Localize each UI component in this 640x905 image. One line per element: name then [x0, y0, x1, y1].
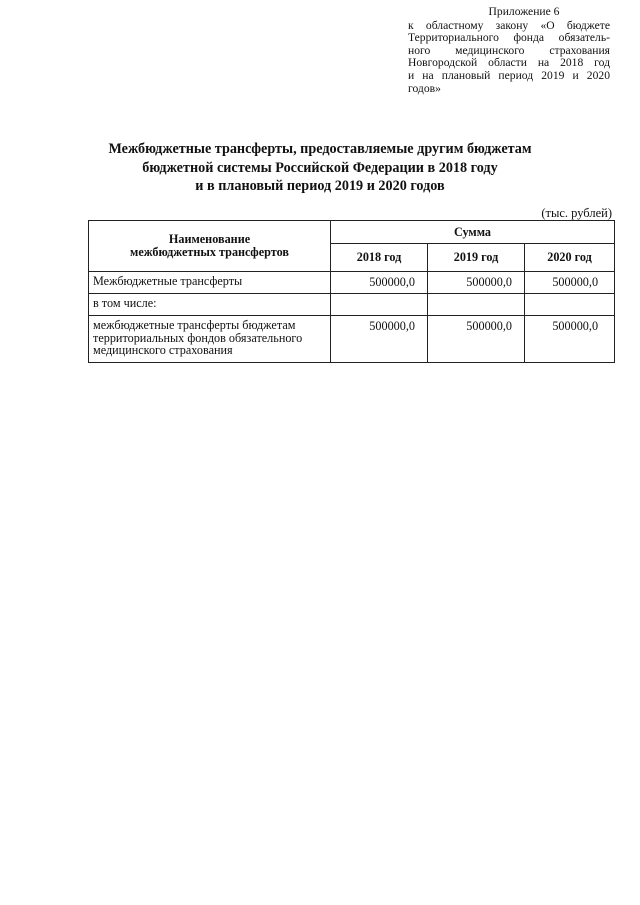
- appendix-line: Территориального фонда обязатель-: [408, 31, 610, 45]
- title-line: и в плановый период 2019 и 2020 годов: [195, 178, 445, 194]
- row-name: [89, 316, 331, 363]
- value-2018: 500000,0: [369, 275, 415, 289]
- value-2019: 500000,0: [466, 319, 512, 333]
- header-name-line2: межбюджетных трансфертов: [130, 245, 289, 259]
- appendix-line: к областному закону «О бюджете: [408, 18, 610, 32]
- header-name-line1: Наименование: [168, 232, 251, 246]
- header-sum: Сумма: [331, 221, 615, 244]
- table-row: [89, 316, 615, 363]
- appendix-line: годов»: [408, 81, 441, 95]
- value-2020: 500000,0: [552, 319, 599, 333]
- row-value: [331, 316, 428, 363]
- row-name: [89, 272, 331, 294]
- value-2018: 500000,0: [369, 319, 415, 333]
- header-year-2019: 2019 год: [428, 244, 525, 272]
- row-value: [525, 294, 615, 316]
- value-2019: 500000,0: [466, 275, 512, 289]
- appendix-note: [408, 6, 610, 95]
- appendix-line: ного медицинского страхования: [408, 43, 610, 57]
- title-line: Межбюджетные трансферты, предоставляемые другим бюджетам: [108, 141, 532, 157]
- document-title: [80, 140, 560, 196]
- row-name: [89, 294, 331, 316]
- header-year-2020: 2020 год: [525, 244, 615, 272]
- row-value: [525, 272, 615, 294]
- table-row: [89, 294, 615, 316]
- row-value: [331, 294, 428, 316]
- title-line: бюджетной системы Российской Федерации в 2018 году: [142, 159, 498, 176]
- row-value: [428, 316, 525, 363]
- appendix-line: Новгородской области на 2018 год: [408, 56, 610, 70]
- appendix-line: и на плановый период 2019 и 2020: [408, 68, 610, 82]
- row-value: [428, 294, 525, 316]
- transfers-table: [88, 220, 615, 363]
- units-label: (тыс. рублей): [541, 206, 612, 220]
- value-2020: [525, 294, 614, 297]
- row-name-text: межбюджетные трансферты бюджетам территориальных фондов обязательного медицинского страхования: [93, 318, 303, 357]
- value-2018: [331, 294, 427, 297]
- value-2020: 500000,0: [552, 275, 599, 289]
- appendix-title: Приложение 6: [488, 5, 560, 18]
- row-value: [525, 316, 615, 363]
- row-value: [428, 272, 525, 294]
- header-year-2018: 2018 год: [331, 244, 428, 272]
- value-2019: [428, 294, 524, 297]
- row-name-text: в том числе:: [93, 296, 157, 310]
- row-name-text: Межбюджетные трансферты: [93, 274, 243, 288]
- header-name: [89, 221, 331, 272]
- table-row: [89, 272, 615, 294]
- row-value: [331, 272, 428, 294]
